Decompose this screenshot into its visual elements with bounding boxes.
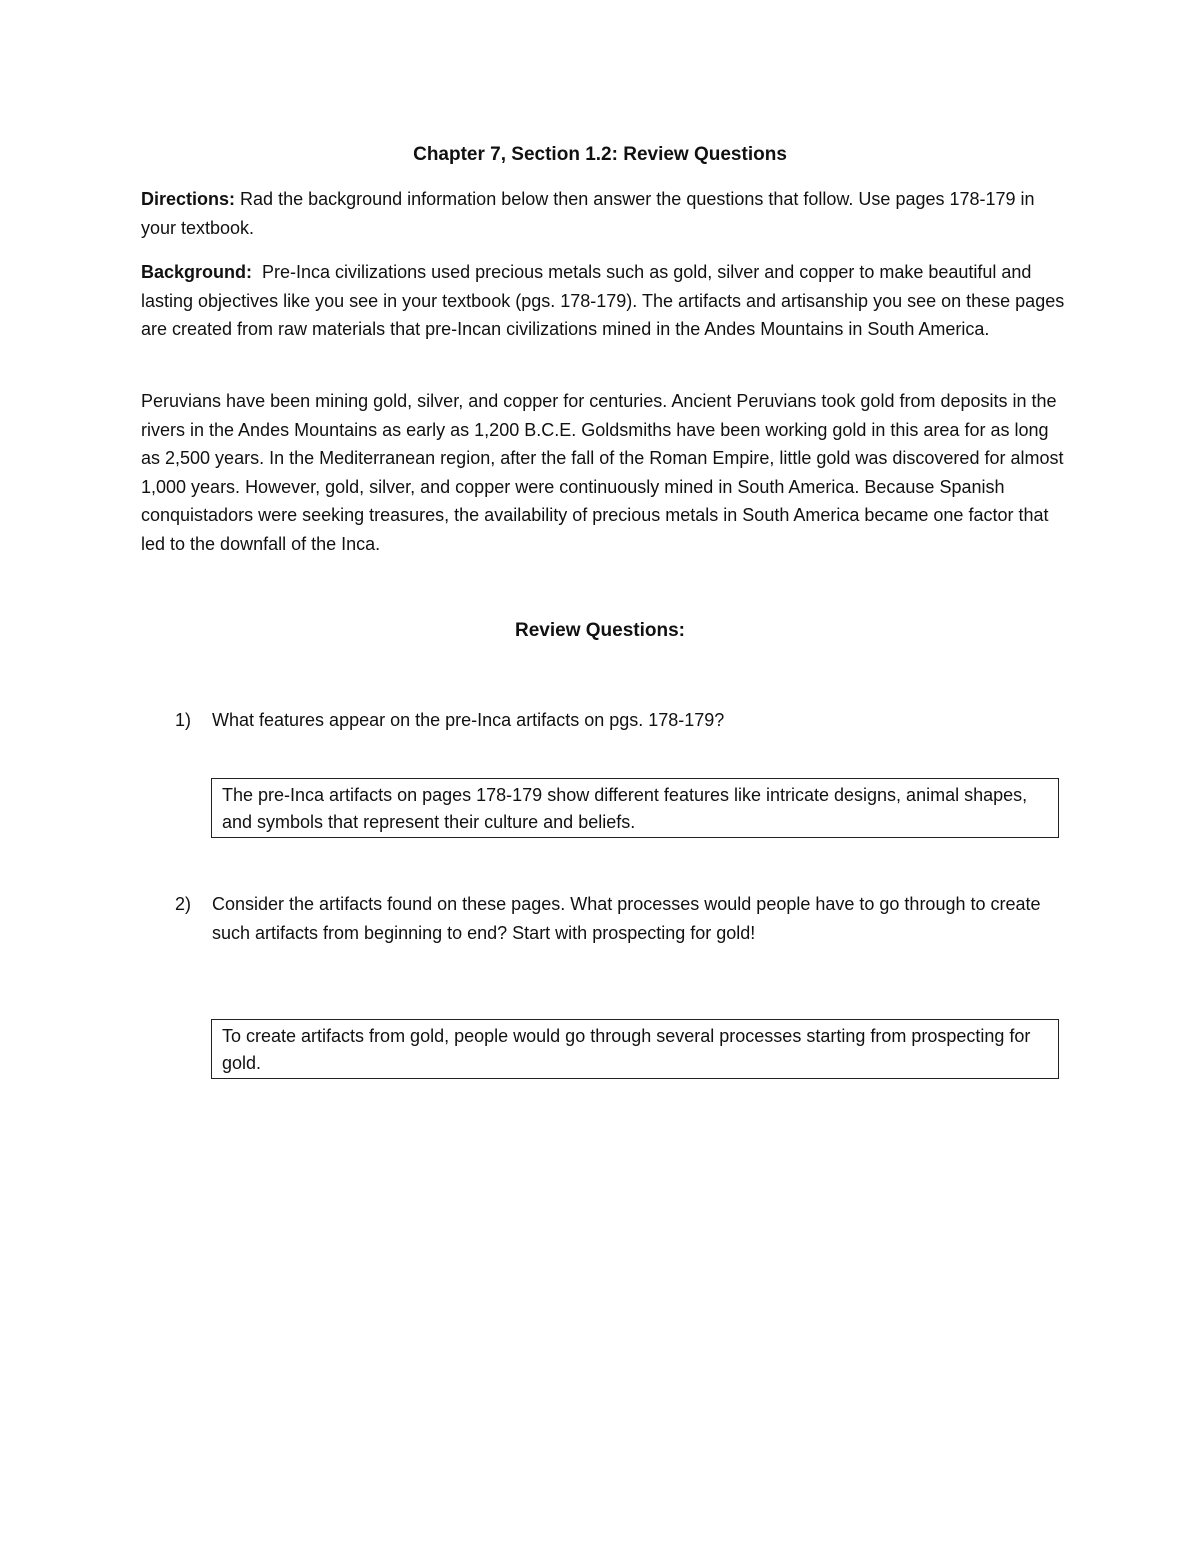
background-paragraph <box>141 258 1071 344</box>
directions-text: Rad the background information below then answer the questions that follow. Use pages 178-179 in your textbook. <box>141 189 1035 238</box>
question-number: 1) <box>175 710 192 730</box>
question-1 <box>175 706 1075 735</box>
answer-box-1[interactable]: The pre-Inca artifacts on pages 178-179 show different features like intricate designs, animal shapes, and symbols that represent their culture and beliefs. <box>211 778 1059 838</box>
directions-paragraph <box>141 185 1071 242</box>
background-label: Background: <box>141 262 253 282</box>
answer-box-2[interactable]: To create artifacts from gold, people would go through several processes starting from prospecting for gold. <box>211 1019 1059 1079</box>
history-paragraph: Peruvians have been mining gold, silver, and copper for centuries. Ancient Peruvians took gold from deposits in the rivers in the Andes Mountains as early as 1,200 B.C.E. Goldsmiths have been working gold in this area for as long as 2,500 years. In the Mediterranean region, after the fall of the Roman Empire, little gold was discovered for almost 1,000 years. However, gold, silver, and copper were continuously mined in South America. Because Spanish conquistadors were seeking treasures, the availability of precious metals in South America became one factor that led to the downfall of the Inca. <box>141 391 1064 554</box>
background-text: Pre-Inca civilizations used precious metals such as gold, silver and copper to make beautiful and lasting objectives like you see in your textbook (pgs. 178-179). The artifacts and artisanship you see on these pages are created from raw materials that pre-Incan civilizations mined in the Andes Mountains in South America. <box>141 262 1065 340</box>
question-number: 2) <box>175 894 192 914</box>
question-text: What features appear on the pre-Inca artifacts on pgs. 178-179? <box>212 710 725 730</box>
question-text: Consider the artifacts found on these pages. What processes would people have to go through to create such artifacts from beginning to end? Start with prospecting for gold! <box>212 894 1041 943</box>
question-2 <box>175 890 1075 947</box>
page-title: Chapter 7, Section 1.2: Review Questions <box>413 144 787 165</box>
review-questions-heading: Review Questions: <box>515 620 685 641</box>
directions-label: Directions: <box>141 189 236 209</box>
